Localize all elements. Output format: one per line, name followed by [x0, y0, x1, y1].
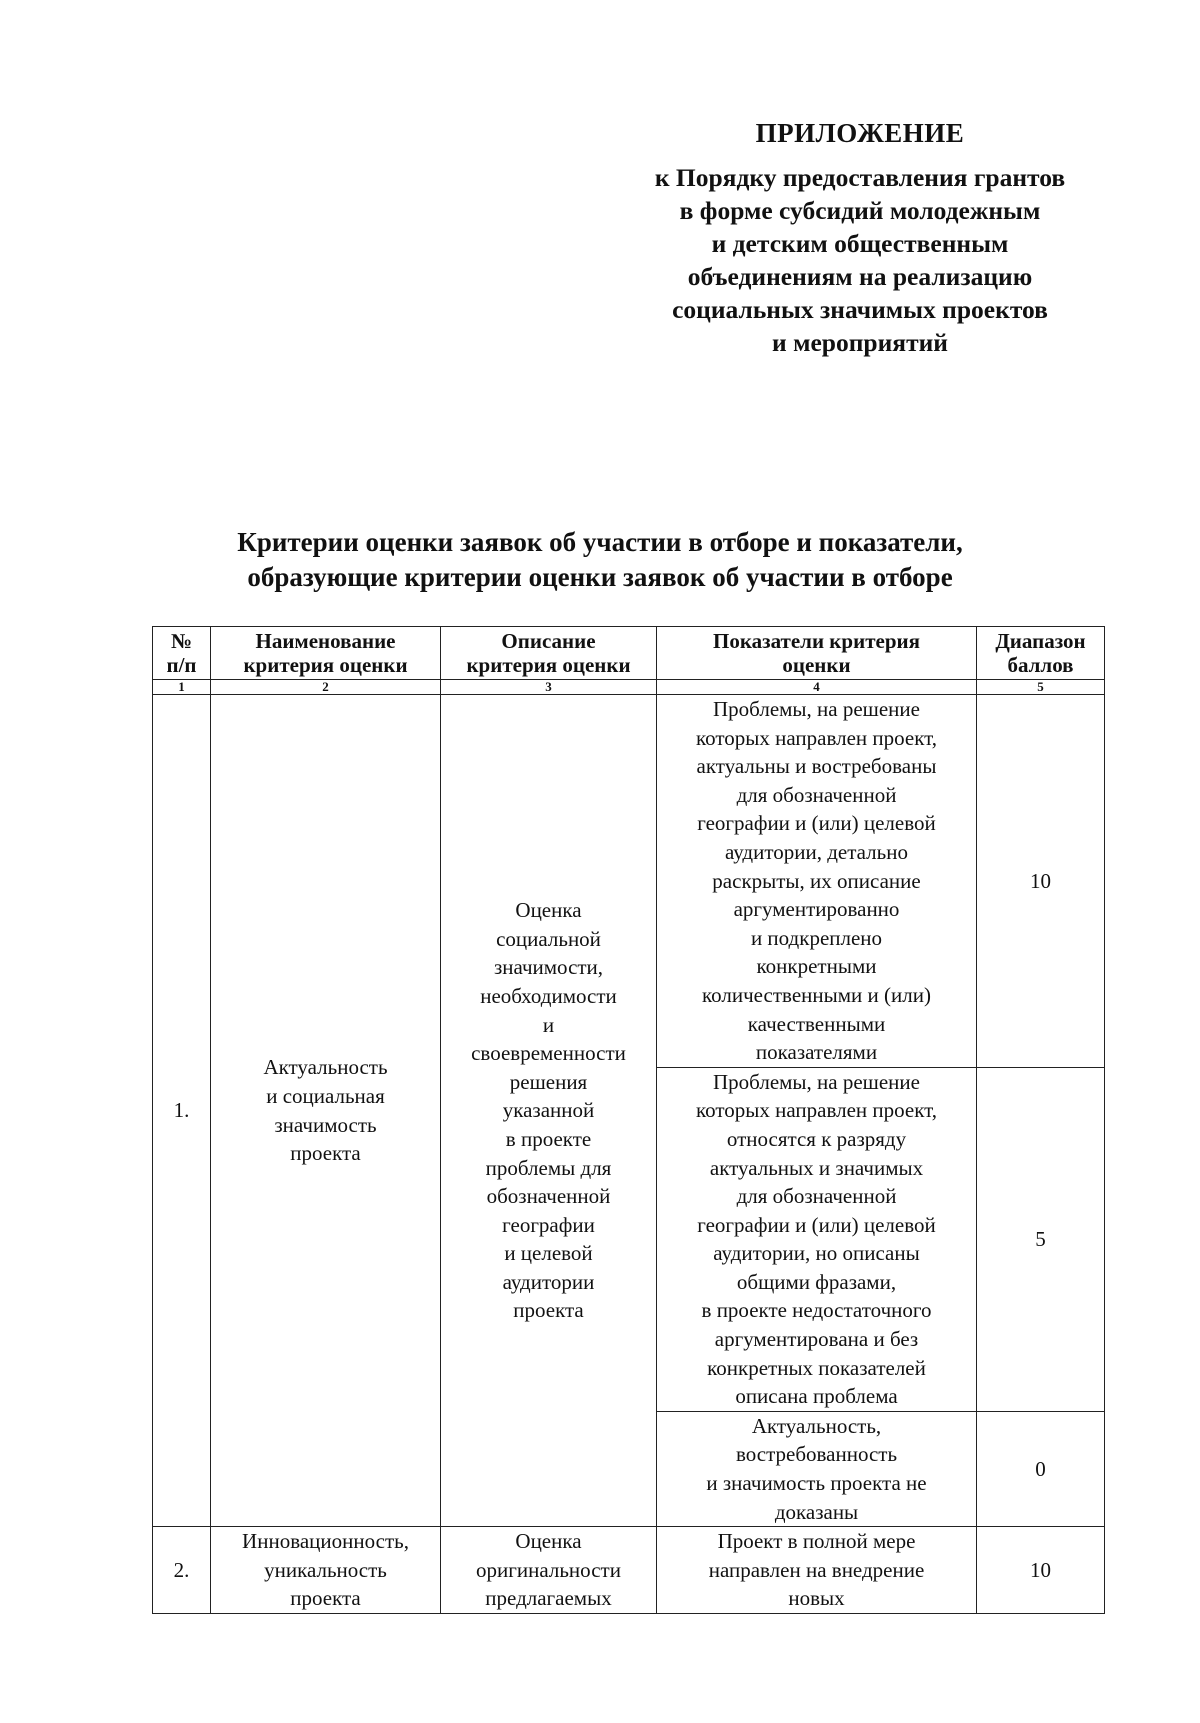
- appendix-block: [600, 118, 1120, 359]
- appendix-line: и мероприятий: [772, 328, 948, 357]
- table-header-row: [153, 627, 1105, 680]
- header-number: № п/п: [153, 627, 211, 680]
- criterion-name: Актуальность и социальная значимость проекта: [211, 695, 441, 1527]
- indicator-text: Проблемы, на решение которых направлен проект, актуальны и востребованы для обозначенной географии и (или) целевой аудитории, детально раскрыты, их описание аргументированно и подкреплено конкретными количественными и (или) качественными показателями: [657, 695, 977, 1068]
- appendix-text: [600, 161, 1120, 359]
- header-criterion-description: Описание критерия оценки: [441, 627, 657, 680]
- criteria-table: [152, 626, 1105, 1614]
- header-criterion-name: Наименование критерия оценки: [211, 627, 441, 680]
- column-number: 5: [977, 680, 1105, 695]
- score-value: 0: [977, 1411, 1105, 1526]
- score-value: 10: [977, 1527, 1105, 1614]
- score-value: 10: [977, 695, 1105, 1068]
- appendix-line: объединениям на реализацию: [687, 262, 1033, 291]
- appendix-line: к Порядку предоставления грантов: [654, 163, 1066, 192]
- appendix-line: и детским общественным: [711, 229, 1009, 258]
- table-row: [153, 1527, 1105, 1614]
- appendix-line: в форме субсидий молодежным: [679, 196, 1041, 225]
- column-number: 3: [441, 680, 657, 695]
- column-number: 1: [153, 680, 211, 695]
- criterion-description: Оценка социальной значимости, необходимости и своевременности решения указанной в проекте проблемы для обозначенной географии и целевой аудитории проекта: [441, 695, 657, 1527]
- indicator-text: Проблемы, на решение которых направлен проект, относятся к разряду актуальных и значимых для обозначенной географии и (или) целевой аудитории, но описаны общими фразами, в проекте недостаточного аргументирована и без конкретных показателей описана проблема: [657, 1067, 977, 1411]
- document-title-line: образующие критерии оценки заявок об участии в отборе: [247, 562, 953, 592]
- indicator-text: Актуальность, востребованность и значимость проекта не доказаны: [657, 1411, 977, 1526]
- score-value: 5: [977, 1067, 1105, 1411]
- header-indicators: Показатели критерия оценки: [657, 627, 977, 680]
- criterion-description: Оценка оригинальности предлагаемых: [441, 1527, 657, 1614]
- appendix-line: социальных значимых проектов: [672, 295, 1048, 324]
- table-row: [153, 695, 1105, 1068]
- indicator-text: Проект в полной мере направлен на внедрение новых: [657, 1527, 977, 1614]
- criterion-name: Инновационность, уникальность проекта: [211, 1527, 441, 1614]
- header-score-range: Диапазон баллов: [977, 627, 1105, 680]
- column-number-row: [153, 680, 1105, 695]
- appendix-title: ПРИЛОЖЕНИЕ: [755, 118, 965, 148]
- document-title-line: Критерии оценки заявок об участии в отборе и показатели,: [237, 527, 963, 557]
- column-number: 4: [657, 680, 977, 695]
- row-number: 1.: [153, 695, 211, 1527]
- document-title: [140, 525, 1060, 595]
- row-number: 2.: [153, 1527, 211, 1614]
- column-number: 2: [211, 680, 441, 695]
